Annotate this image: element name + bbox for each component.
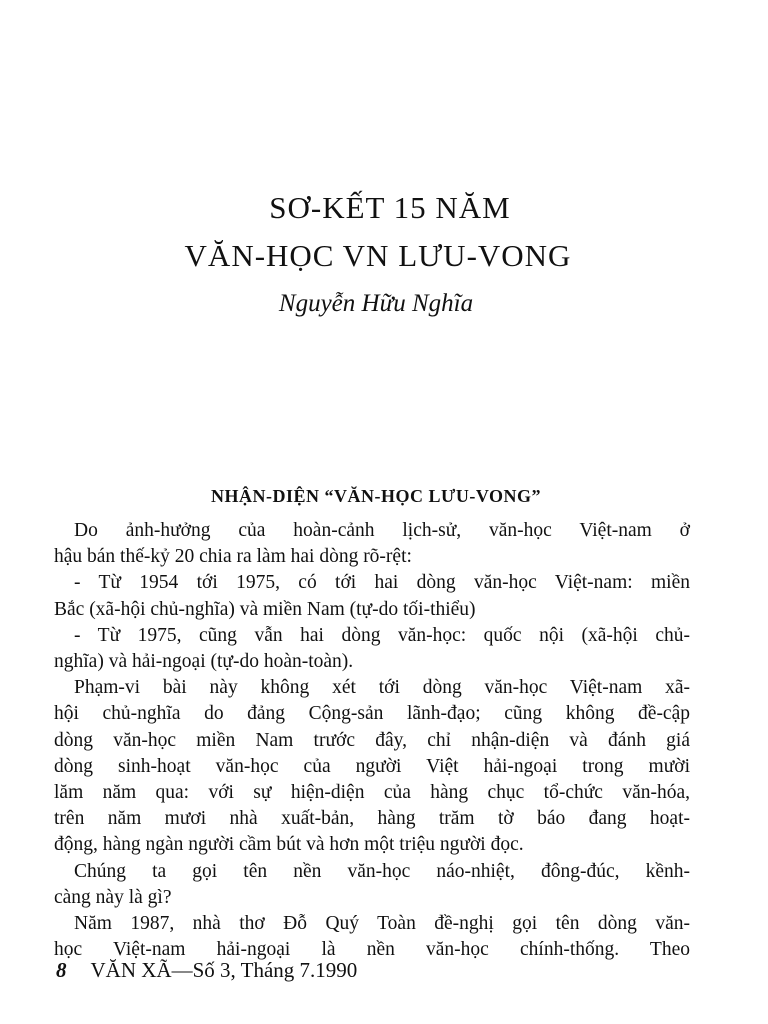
body-line: - Từ 1954 tới 1975, có tới hai dòng văn-học Việt-nam: miền [74, 572, 690, 594]
page-number: 8 [56, 958, 67, 982]
body-line: trên năm mươi nhà xuất-bản, hàng trăm tờ báo đang hoạt- [54, 808, 690, 830]
body-line: động, hàng ngàn người cầm bút và hơn một triệu người đọc. [54, 834, 524, 856]
body-line: Năm 1987, nhà thơ Đỗ Quý Toàn đề-nghị gọi tên dòng văn- [74, 913, 690, 935]
body-line: - Từ 1975, cũng vẫn hai dòng văn-học: quốc nội (xã-hội chủ- [74, 624, 690, 646]
body-line: nghĩa) và hải-ngoại (tự-do hoàn-toàn). [54, 651, 354, 673]
body-line: hội chủ-nghĩa do đảng Cộng-sản lãnh-đạo; cũng không đề-cập [54, 703, 690, 725]
article-body [54, 518, 690, 963]
article-title-line-1: SƠ-KẾT 15 NĂM [269, 190, 511, 225]
body-line: Do ảnh-hưởng của hoàn-cảnh lịch-sử, văn-học Việt-nam ở [74, 520, 690, 541]
article-title-line-2: VĂN-HỌC VN LƯU-VONG [184, 238, 572, 273]
body-line: dòng sinh-hoạt văn-học của người Việt hải-ngoại trong mười [54, 755, 690, 777]
author-name: Nguyễn Hữu Nghĩa [278, 290, 474, 317]
body-line: Phạm-vi bài này không xét tới dòng văn-học Việt-nam xã- [74, 677, 690, 699]
body-line: lăm năm qua: với sự hiện-diện của hàng chục tổ-chức văn-hóa, [54, 782, 690, 804]
body-line: Bắc (xã-hội chủ-nghĩa) và miền Nam (tự-do tối-thiểu) [54, 598, 476, 620]
page-footer [56, 958, 357, 983]
body-line: càng này là gì? [54, 886, 172, 908]
section-heading: NHẬN-DIỆN “VĂN-HỌC LƯU-VONG” [211, 486, 541, 506]
body-line: Chúng ta gọi tên nền văn-học náo-nhiệt, đông-đúc, kềnh- [74, 860, 690, 882]
publication-info: VĂN XÃ—Số 3, Tháng 7.1990 [90, 958, 358, 982]
body-line: dòng văn-học miền Nam trước đây, chỉ nhận-diện và đánh giá [54, 729, 690, 751]
body-line: hậu bán thế-kỷ 20 chia ra làm hai dòng rõ-rệt: [54, 546, 412, 568]
body-line: học Việt-nam hải-ngoại là nền văn-học chính-thống. Theo [54, 939, 690, 961]
